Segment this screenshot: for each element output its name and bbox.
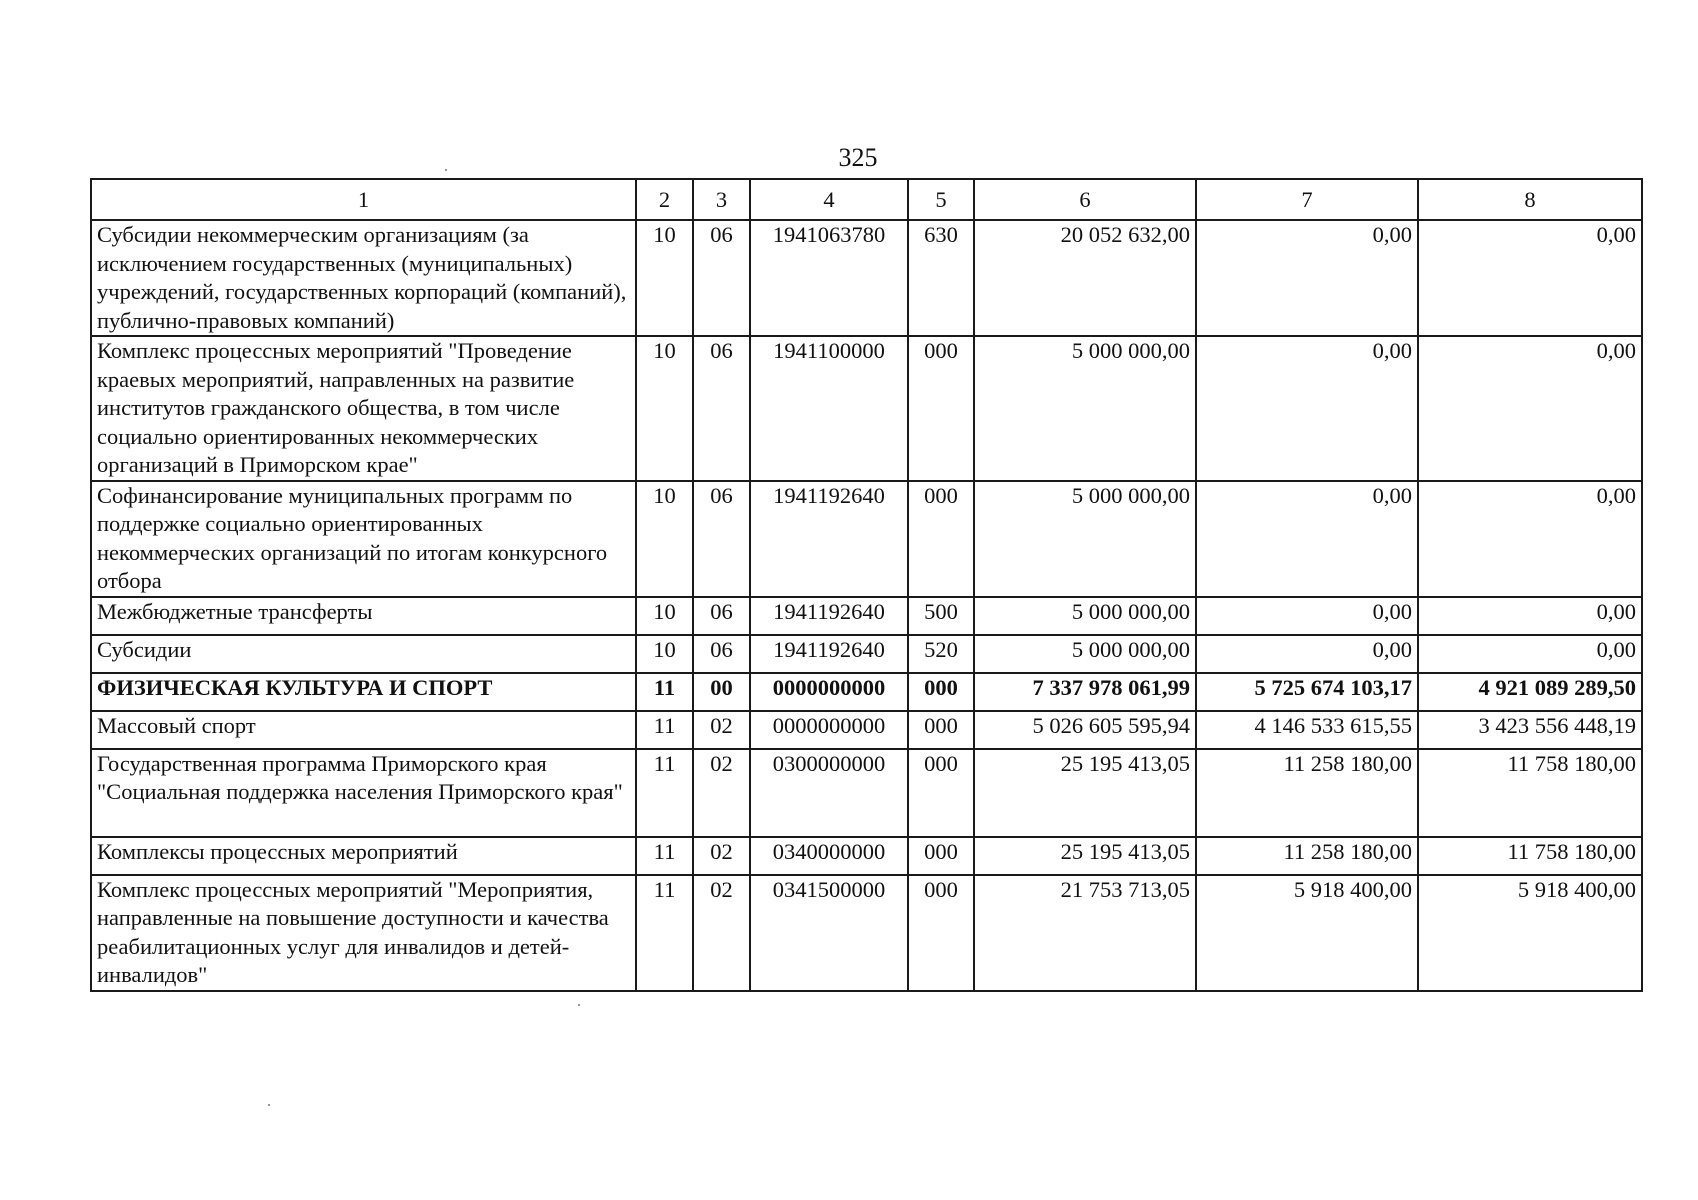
- row-amount-col7: 0,00: [1196, 635, 1418, 673]
- column-header: 2: [636, 179, 693, 220]
- row-subsection: 02: [693, 837, 750, 875]
- row-amount-col8: 0,00: [1418, 336, 1642, 481]
- row-target-code: 0340000000: [750, 837, 908, 875]
- row-amount-col8: 5 918 400,00: [1418, 875, 1642, 991]
- row-expense-type: 000: [908, 673, 974, 711]
- row-amount-col7: 11 258 180,00: [1196, 837, 1418, 875]
- row-amount-col7: 4 146 533 615,55: [1196, 711, 1418, 749]
- row-target-code: 1941192640: [750, 597, 908, 635]
- row-subsection: 06: [693, 481, 750, 597]
- row-name: Комплексы процессных мероприятий: [91, 837, 636, 875]
- row-name: Комплекс процессных мероприятий "Мероприятия, направленные на повышение доступности и качества реабилитационных услуг для инвалидов и детей-инвалидов": [91, 875, 636, 991]
- table-row: [91, 875, 1642, 991]
- row-expense-type: 630: [908, 220, 974, 336]
- row-amount-col7: 5 725 674 103,17: [1196, 673, 1418, 711]
- row-expense-type: 000: [908, 336, 974, 481]
- row-subsection: 06: [693, 336, 750, 481]
- row-name: ФИЗИЧЕСКАЯ КУЛЬТУРА И СПОРТ: [91, 673, 636, 711]
- row-amount-col6: 21 753 713,05: [974, 875, 1196, 991]
- row-amount-col6: 20 052 632,00: [974, 220, 1196, 336]
- row-subsection: 06: [693, 220, 750, 336]
- row-section: 10: [636, 481, 693, 597]
- table-row: [91, 749, 1642, 837]
- table-row: [91, 837, 1642, 875]
- row-amount-col6: 5 000 000,00: [974, 597, 1196, 635]
- row-subsection: 06: [693, 597, 750, 635]
- row-amount-col6: 5 000 000,00: [974, 635, 1196, 673]
- scan-speck: [268, 1104, 270, 1106]
- row-amount-col6: 25 195 413,05: [974, 749, 1196, 837]
- row-section: 11: [636, 837, 693, 875]
- row-amount-col7: 0,00: [1196, 220, 1418, 336]
- scan-speck: [578, 1004, 580, 1006]
- column-header: 3: [693, 179, 750, 220]
- row-name: Субсидии: [91, 635, 636, 673]
- row-name: Межбюджетные трансферты: [91, 597, 636, 635]
- row-amount-col6: 5 000 000,00: [974, 481, 1196, 597]
- row-target-code: 1941192640: [750, 635, 908, 673]
- row-section: 10: [636, 220, 693, 336]
- row-amount-col7: 0,00: [1196, 336, 1418, 481]
- column-header: 4: [750, 179, 908, 220]
- table-row: [91, 481, 1642, 597]
- row-section: 11: [636, 711, 693, 749]
- row-amount-col7: 5 918 400,00: [1196, 875, 1418, 991]
- row-section: 10: [636, 635, 693, 673]
- row-amount-col8: 11 758 180,00: [1418, 749, 1642, 837]
- table-row: [91, 711, 1642, 749]
- row-name: Комплекс процессных мероприятий "Проведение краевых мероприятий, направленных на развитие институтов гражданского общества, в том числе социально ориентированных некоммерческих организаций в Приморском крае": [91, 336, 636, 481]
- row-expense-type: 000: [908, 875, 974, 991]
- row-subsection: 02: [693, 749, 750, 837]
- table-row: [91, 635, 1642, 673]
- row-amount-col7: 0,00: [1196, 481, 1418, 597]
- row-amount-col8: 0,00: [1418, 220, 1642, 336]
- row-subsection: 02: [693, 711, 750, 749]
- row-subsection: 06: [693, 635, 750, 673]
- row-name: Массовый спорт: [91, 711, 636, 749]
- budget-table: [90, 178, 1643, 992]
- row-expense-type: 500: [908, 597, 974, 635]
- row-subsection: 02: [693, 875, 750, 991]
- row-amount-col7: 0,00: [1196, 597, 1418, 635]
- row-amount-col8: 0,00: [1418, 635, 1642, 673]
- row-name: Софинансирование муниципальных программ по поддержке социально ориентированных некоммерческих организаций по итогам конкурсного отбора: [91, 481, 636, 597]
- row-amount-col6: 7 337 978 061,99: [974, 673, 1196, 711]
- row-amount-col8: 11 758 180,00: [1418, 837, 1642, 875]
- page-number: 325: [838, 143, 878, 172]
- row-amount-col6: 25 195 413,05: [974, 837, 1196, 875]
- column-header: 5: [908, 179, 974, 220]
- row-amount-col8: 0,00: [1418, 597, 1642, 635]
- row-section: 10: [636, 597, 693, 635]
- table-row: [91, 597, 1642, 635]
- row-amount-col8: 0,00: [1418, 481, 1642, 597]
- row-section: 11: [636, 749, 693, 837]
- column-header: 7: [1196, 179, 1418, 220]
- row-amount-col6: 5 000 000,00: [974, 336, 1196, 481]
- row-target-code: 0000000000: [750, 711, 908, 749]
- row-section: 11: [636, 875, 693, 991]
- row-target-code: 0000000000: [750, 673, 908, 711]
- table-row: [91, 220, 1642, 336]
- row-target-code: 1941100000: [750, 336, 908, 481]
- row-section: 10: [636, 336, 693, 481]
- table-row: [91, 336, 1642, 481]
- row-target-code: 1941063780: [750, 220, 908, 336]
- row-target-code: 0341500000: [750, 875, 908, 991]
- column-header: 1: [91, 179, 636, 220]
- row-name: Субсидии некоммерческим организациям (за исключением государственных (муниципальных) учреждений, государственных корпораций (компаний), публично-правовых компаний): [91, 220, 636, 336]
- row-target-code: 0300000000: [750, 749, 908, 837]
- row-section: 11: [636, 673, 693, 711]
- row-amount-col8: 4 921 089 289,50: [1418, 673, 1642, 711]
- row-expense-type: 000: [908, 481, 974, 597]
- header-row: [91, 179, 1642, 220]
- row-name: Государственная программа Приморского края "Социальная поддержка населения Приморского края": [91, 749, 636, 837]
- row-amount-col7: 11 258 180,00: [1196, 749, 1418, 837]
- column-header: 6: [974, 179, 1196, 220]
- row-subsection: 00: [693, 673, 750, 711]
- row-amount-col6: 5 026 605 595,94: [974, 711, 1196, 749]
- column-header: 8: [1418, 179, 1642, 220]
- row-amount-col8: 3 423 556 448,19: [1418, 711, 1642, 749]
- table-row: [91, 673, 1642, 711]
- row-expense-type: 000: [908, 837, 974, 875]
- row-expense-type: 520: [908, 635, 974, 673]
- row-target-code: 1941192640: [750, 481, 908, 597]
- row-expense-type: 000: [908, 749, 974, 837]
- row-expense-type: 000: [908, 711, 974, 749]
- scan-speck: [445, 169, 447, 171]
